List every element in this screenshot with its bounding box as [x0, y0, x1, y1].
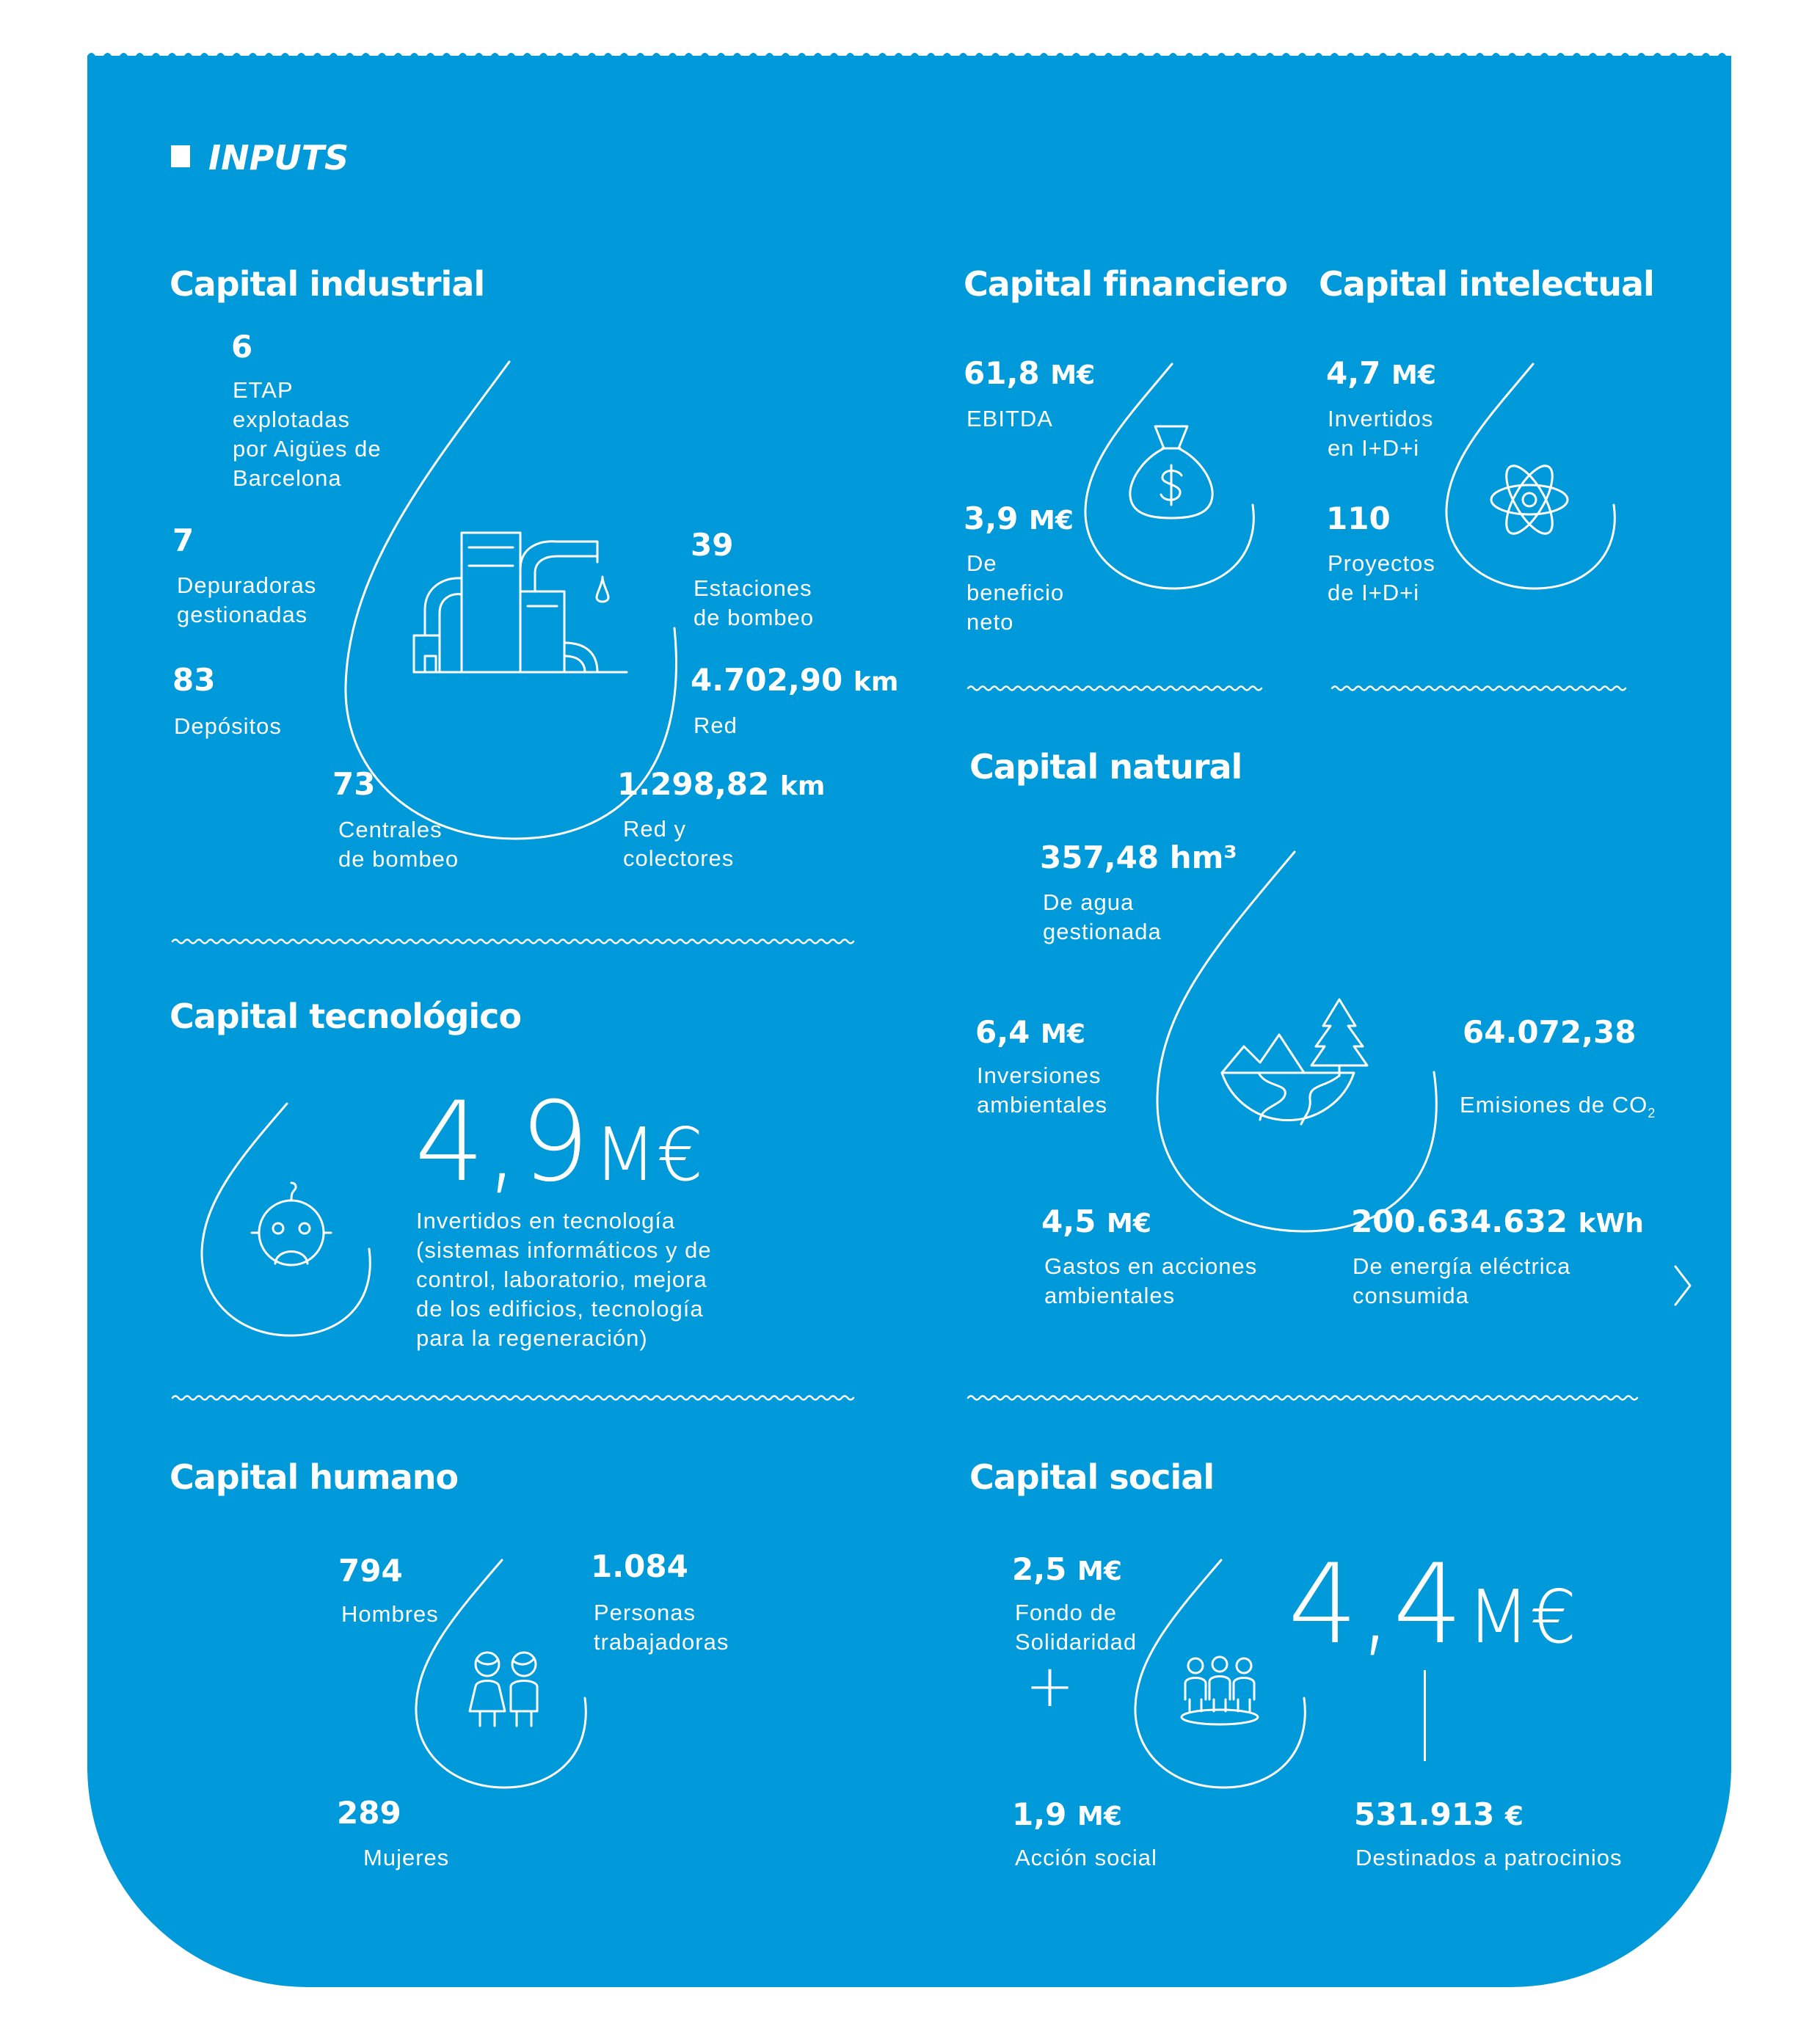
id-invertidos-label: Invertidos en I+D+i — [1328, 406, 1434, 461]
humano-title: Capital humano — [170, 1457, 459, 1497]
financiero-title: Capital financiero — [964, 264, 1288, 304]
patrocinios-number: 531.913 — [1354, 1796, 1495, 1832]
social-big-unit: M€ — [1466, 1574, 1577, 1660]
fondo-unit: M€ — [1077, 1556, 1122, 1586]
ebitda-label: EBITDA — [967, 406, 1053, 431]
etap-label: ETAP explotadas por Aigües de Barcelona — [233, 377, 382, 491]
centrales-label: Centrales de bombeo — [338, 817, 459, 872]
emisiones-text: Emisiones de CO — [1460, 1092, 1648, 1118]
red-number: 4.702,90 — [691, 662, 843, 698]
tecnologico-big-number: 4,9 — [415, 1079, 590, 1206]
patrocinios-value — [1354, 1798, 1524, 1832]
social-title: Capital social — [969, 1457, 1215, 1497]
id-invertidos-number: 4,7 — [1326, 355, 1381, 391]
energia-unit: kWh — [1578, 1209, 1644, 1239]
patrocinios-unit: € — [1504, 1801, 1524, 1832]
gastos-label: Gastos en acciones ambientales — [1044, 1253, 1258, 1308]
id-invertidos-unit: M€ — [1391, 360, 1436, 390]
inputs-panel — [87, 56, 1731, 1987]
centrales-value: 73 — [332, 766, 376, 802]
ebitda-unit: M€ — [1050, 360, 1096, 390]
intelectual-title: Capital intelectual — [1319, 264, 1654, 304]
personas-label: Personas trabajadoras — [594, 1600, 729, 1655]
colectores-number: 1.298,82 — [617, 766, 770, 802]
personas-value: 1.084 — [591, 1548, 688, 1584]
accion-unit: M€ — [1077, 1801, 1122, 1832]
inversiones-label: Inversiones ambientales — [977, 1063, 1108, 1118]
depuradoras-label: Depuradoras gestionadas — [177, 572, 317, 627]
proyectos-value: 110 — [1326, 500, 1391, 536]
social-big-value — [1288, 1541, 1577, 1669]
inversiones-number: 6,4 — [975, 1014, 1030, 1050]
ebitda-number: 61,8 — [964, 355, 1040, 391]
fondo-number: 2,5 — [1012, 1551, 1067, 1587]
plus-sign: + — [1025, 1652, 1075, 1720]
tecnologico-title: Capital tecnológico — [170, 996, 522, 1036]
agua-unit: hm³ — [1169, 839, 1237, 875]
mujeres-value: 289 — [337, 1795, 401, 1831]
beneficio-label: De beneficio neto — [967, 550, 1065, 635]
social-big-number: 4,4 — [1288, 1541, 1463, 1669]
social-vertical-rule — [1424, 1670, 1426, 1761]
natural-title: Capital natural — [969, 747, 1242, 787]
red-unit: km — [853, 667, 899, 697]
community-icon — [1179, 1655, 1260, 1729]
fondo-value — [1012, 1553, 1122, 1586]
inversiones-unit: M€ — [1041, 1019, 1085, 1049]
hombres-value: 794 — [338, 1553, 403, 1589]
industrial-title: Capital industrial — [170, 264, 485, 304]
accion-number: 1,9 — [1012, 1796, 1067, 1832]
depositos-label: Depósitos — [174, 713, 282, 739]
hombres-label: Hombres — [341, 1601, 439, 1627]
beneficio-unit: M€ — [1029, 506, 1074, 536]
emisiones-value: 64.072,38 — [1463, 1014, 1637, 1050]
colectores-label: Red y colectores — [623, 816, 735, 871]
social-drop — [87, 56, 1731, 1987]
depuradoras-value: 7 — [172, 522, 194, 558]
estaciones-value: 39 — [691, 527, 734, 563]
tecnologico-big-unit: M€ — [593, 1112, 704, 1198]
gastos-number: 4,5 — [1041, 1203, 1096, 1239]
beneficio-number: 3,9 — [964, 500, 1019, 536]
section-title: INPUTS — [208, 138, 349, 178]
agua-number: 357,48 — [1040, 839, 1160, 875]
energia-number: 200.634.632 — [1351, 1203, 1568, 1239]
red-label: Red — [694, 713, 738, 738]
tecnologico-label: Invertidos en tecnología (sistemas informáticos y de control, laboratorio, mejora de los edificios, tecnología para la regeneración) — [416, 1208, 712, 1351]
gastos-unit: M€ — [1107, 1209, 1151, 1239]
fondo-label: Fondo de Solidaridad — [1015, 1600, 1138, 1655]
energia-label: De energía eléctrica consumida — [1353, 1253, 1571, 1308]
patrocinios-label: Destinados a patrocinios — [1355, 1845, 1623, 1870]
accion-value — [1012, 1798, 1122, 1832]
estaciones-label: Estaciones de bombeo — [694, 575, 815, 630]
mujeres-label: Mujeres — [363, 1845, 450, 1870]
depositos-value: 83 — [172, 662, 216, 698]
accion-label: Acción social — [1015, 1845, 1157, 1870]
emisiones-subscript: 2 — [1648, 1106, 1656, 1121]
agua-label: De agua gestionada — [1043, 889, 1162, 944]
proyectos-label: Proyectos de I+D+i — [1328, 550, 1435, 605]
colectores-unit: km — [779, 771, 826, 801]
etap-value: 6 — [231, 329, 253, 365]
